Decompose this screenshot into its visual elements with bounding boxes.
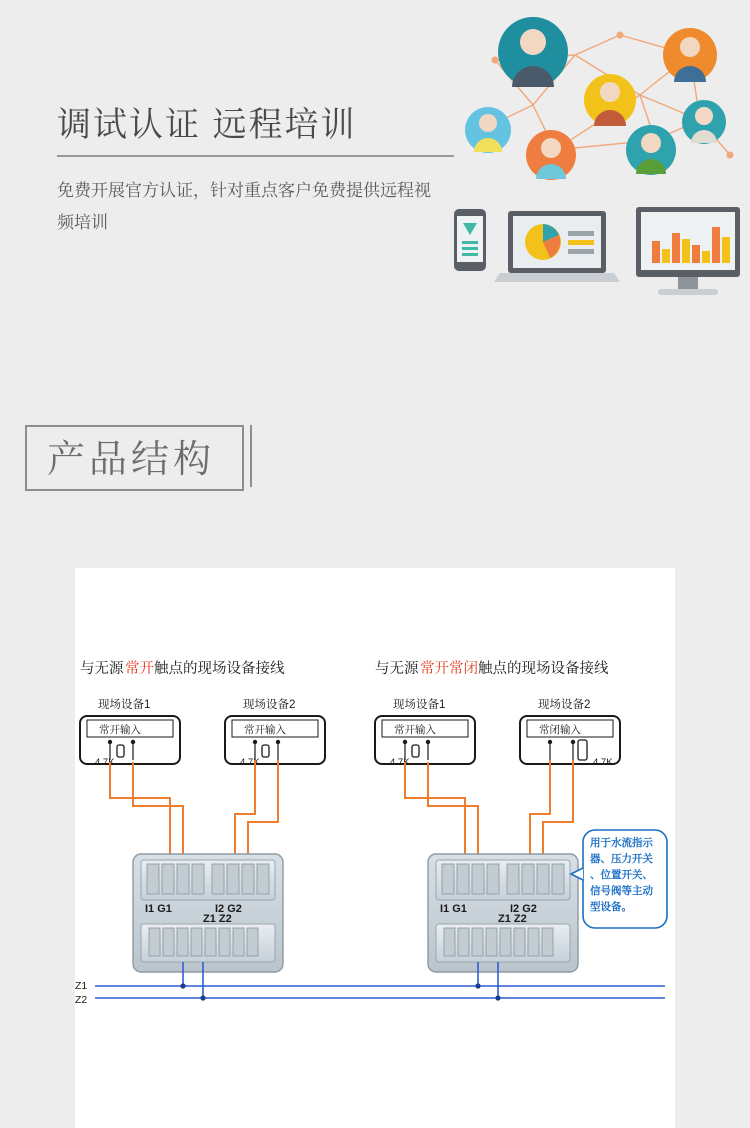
note-callout — [571, 830, 667, 928]
wiring-diagram-panel — [75, 568, 675, 1128]
bus-label-z2: Z2 — [75, 994, 88, 1006]
bus-label-z1: Z1 — [75, 980, 88, 992]
right-device1-input: 常开输入 — [394, 724, 436, 736]
right-wires — [405, 760, 573, 854]
laptop-icon — [494, 211, 620, 282]
left-device1-input: 常开输入 — [99, 724, 141, 736]
left-terminal-top2-label: I2 G2 — [215, 903, 242, 915]
right-device1-box — [375, 716, 475, 768]
banner-divider — [57, 155, 454, 157]
left-terminal-top-label: I1 G1 — [145, 903, 172, 915]
avatar — [663, 28, 717, 82]
left-resistor1-label: 4.7K — [95, 757, 115, 768]
left-device1-box — [80, 716, 180, 768]
section-structure-header — [0, 395, 750, 515]
note-line-2: 器、压力开关 — [590, 853, 653, 865]
devices-illustration — [440, 205, 750, 310]
banner-subtitle: 免费开展官方认证，针对重点客户免费提供远程视频培训 — [57, 181, 431, 232]
right-device2-box — [520, 716, 620, 768]
right-device2-label: 现场设备2 — [538, 699, 591, 711]
banner-title: 调试认证 远程培训 — [57, 106, 357, 144]
right-resistor2-label: 4.7K — [593, 757, 613, 768]
left-wires — [110, 760, 278, 854]
heading-box-accent — [250, 425, 260, 487]
left-caption-pre: 与无源 — [80, 661, 124, 677]
left-device1-label: 现场设备1 — [98, 699, 151, 711]
left-device2-box — [225, 716, 325, 768]
avatar — [626, 125, 676, 175]
page-title: 产品结构 — [47, 439, 216, 481]
left-terminal-bottom-label: Z1 Z2 — [203, 913, 232, 925]
avatar — [682, 100, 726, 144]
avatar — [498, 17, 568, 87]
right-terminal-bottom-label: Z1 Z2 — [498, 913, 527, 925]
right-device1-label: 现场设备1 — [393, 699, 446, 711]
avatar — [465, 107, 511, 153]
right-module — [428, 854, 578, 972]
left-device2-label: 现场设备2 — [243, 699, 296, 711]
monitor-icon — [636, 207, 740, 295]
right-terminal-top2-label: I2 G2 — [510, 903, 537, 915]
avatar — [584, 74, 636, 126]
left-caption-post: 触点的现场设备接线 — [154, 661, 285, 677]
right-caption-pre: 与无源 — [375, 661, 419, 677]
training-banner — [0, 0, 750, 330]
note-line-5: 型设备。 — [590, 901, 632, 913]
people-network-illustration — [455, 0, 750, 195]
left-module — [133, 854, 283, 972]
note-line-4: 信号阀等主动 — [590, 885, 653, 897]
phone-icon — [454, 209, 486, 271]
right-caption-post: 触点的现场设备接线 — [478, 661, 609, 677]
right-caption-red: 常开常闭 — [420, 661, 478, 677]
right-device2-input: 常闭输入 — [539, 724, 581, 736]
left-resistor2-label: 4.7K — [240, 757, 260, 768]
avatar — [526, 130, 576, 180]
right-resistor1-label: 4.7K — [390, 757, 410, 768]
wiring-diagram — [75, 568, 675, 1128]
note-line-3: 、位置开关、 — [590, 869, 653, 881]
right-terminal-top-label: I1 G1 — [440, 903, 467, 915]
left-caption-red: 常开 — [125, 661, 154, 677]
note-line-1: 用于水流指示 — [590, 837, 653, 849]
left-device2-input: 常开输入 — [244, 724, 286, 736]
